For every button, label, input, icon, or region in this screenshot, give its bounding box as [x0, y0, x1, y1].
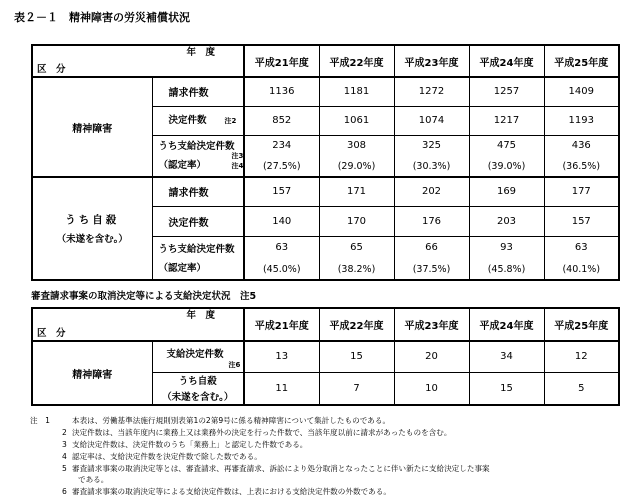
cell-value: 325: [394, 135, 469, 156]
cell-value: 202: [394, 177, 469, 206]
note-text: 審査請求事案の取消決定等とは、審査請求、再審査請求、訴訟により処分取消となったことに伴い新たに支給決定した事案: [72, 464, 490, 473]
cell-value: 63: [544, 236, 619, 259]
header-nendo: 年 度: [186, 310, 215, 321]
cell-value: (38.2%): [319, 259, 394, 280]
note-text: 審査請求事案の取消決定等による支給決定件数は、上表における支給決定件数の外数である。: [72, 487, 391, 496]
note-text: である。: [78, 475, 109, 484]
cell-value: (30.3%): [394, 156, 469, 177]
cell-value: 12: [544, 341, 619, 372]
cell-value: (29.0%): [319, 156, 394, 177]
row-label-suicide: [152, 372, 244, 405]
row-label-claims: 請求件数: [152, 177, 244, 206]
cell-value: 66: [394, 236, 469, 259]
cell-value: (45.0%): [244, 259, 319, 280]
cell-value: (36.5%): [544, 156, 619, 177]
year-header: 平成24年度: [469, 45, 544, 77]
cell-value: 5: [544, 372, 619, 405]
row-label-approved-text: うち支給決定件数: [158, 140, 235, 152]
row-label-approved: [152, 236, 244, 259]
row-label-rate-text: （認定率）: [158, 160, 207, 171]
row-label-suicide-line1: うち自殺: [178, 376, 217, 388]
table1: [31, 44, 620, 281]
cell-value: 170: [319, 206, 394, 236]
group-label-mental-disorder: 精神障害: [32, 77, 152, 177]
cell-value: 1074: [394, 106, 469, 135]
row-label-approved-text: 支給決定件数: [166, 349, 224, 360]
cell-value: 1181: [319, 77, 394, 106]
note-number: 3: [62, 440, 67, 449]
group-label-suicide-line2: （未遂を含む。）: [56, 234, 128, 245]
year-header: 平成22年度: [319, 308, 394, 341]
row-label-approved-text: うち支給決定件数: [158, 243, 235, 255]
cell-value: 1136: [244, 77, 319, 106]
cell-value: 65: [319, 236, 394, 259]
cell-value: 1409: [544, 77, 619, 106]
note-text: 本表は、労働基準法施行規則別表第1の2第9号に係る精神障害について集計したものである。: [72, 416, 391, 425]
year-header: 平成22年度: [319, 45, 394, 77]
note-number: 4: [62, 452, 67, 461]
note-ref: 注4: [231, 162, 244, 170]
cell-value: 234: [244, 135, 319, 156]
row-label-approved: [152, 135, 244, 160]
group-label-suicide-line1: うち自殺: [65, 214, 120, 226]
table2: [31, 307, 620, 406]
cell-value: 475: [469, 135, 544, 156]
year-header: 平成25年度: [544, 308, 619, 341]
cell-value: 1217: [469, 106, 544, 135]
table2-title: 審査請求事案の取消決定等による支給決定状況 注5: [31, 291, 257, 302]
year-header: 平成23年度: [394, 308, 469, 341]
cell-value: 34: [469, 341, 544, 372]
cell-value: 436: [544, 135, 619, 156]
header-nendo: 年 度: [186, 47, 215, 58]
cell-value: 169: [469, 177, 544, 206]
year-header: 平成21年度: [244, 308, 319, 341]
note-number: 5: [62, 464, 67, 473]
row-label-rate-text: （認定率）: [158, 263, 207, 274]
row-label-decisions-text: 決定件数: [168, 114, 207, 126]
row-label-decisions: 決定件数: [152, 206, 244, 236]
cell-value: 308: [319, 135, 394, 156]
note-ref: 注3: [231, 151, 244, 160]
cell-value: 1272: [394, 77, 469, 106]
table2-corner-header: [32, 308, 244, 341]
cell-value: 7: [319, 372, 394, 405]
cell-value: 1193: [544, 106, 619, 135]
cell-value: (37.5%): [394, 259, 469, 280]
cell-value: 10: [394, 372, 469, 405]
cell-value: 11: [244, 372, 319, 405]
note-ref: 注6: [228, 361, 241, 369]
cell-value: 852: [244, 106, 319, 135]
cell-value: 15: [469, 372, 544, 405]
cell-value: (45.8%): [469, 259, 544, 280]
cell-value: 177: [544, 177, 619, 206]
year-header: 平成23年度: [394, 45, 469, 77]
cell-value: 157: [544, 206, 619, 236]
year-header: 平成25年度: [544, 45, 619, 77]
table1-corner-header: [32, 45, 244, 77]
cell-value: (27.5%): [244, 156, 319, 177]
cell-value: 203: [469, 206, 544, 236]
cell-value: 1257: [469, 77, 544, 106]
note-ref: 注2: [224, 116, 237, 125]
cell-value: 63: [244, 236, 319, 259]
cell-value: 176: [394, 206, 469, 236]
cell-value: 171: [319, 177, 394, 206]
year-header: 平成21年度: [244, 45, 319, 77]
cell-value: 1061: [319, 106, 394, 135]
row-label-rate: [152, 259, 244, 280]
group-label-mental-disorder: 精神障害: [32, 341, 152, 405]
cell-value: 157: [244, 177, 319, 206]
cell-value: (39.0%): [469, 156, 544, 177]
row-label-approved: [152, 341, 244, 372]
header-kubun: 区 分: [37, 63, 66, 75]
note-text: 支給決定件数は、決定件数のうち「業務上」と認定した件数である。: [72, 440, 308, 449]
note-number: 2: [62, 428, 67, 437]
year-header: 平成24年度: [469, 308, 544, 341]
row-label-rate: [152, 156, 244, 177]
note-text: 決定件数は、当該年度内に業務上又は業務外の決定を行った件数で、当該年度以前に請求があったものを含む。: [72, 428, 452, 437]
header-kubun: 区 分: [37, 327, 66, 339]
cell-value: 13: [244, 341, 319, 372]
table1-title: 表２－１ 精神障害の労災補償状況: [14, 11, 190, 24]
note-text: 認定率は、支給決定件数を決定件数で除した数である。: [72, 452, 262, 461]
cell-value: 20: [394, 341, 469, 372]
cell-value: 15: [319, 341, 394, 372]
note-number: 注 1: [30, 416, 51, 425]
row-label-claims: 請求件数: [152, 77, 244, 106]
group-label-suicide: [32, 177, 152, 280]
cell-value: 93: [469, 236, 544, 259]
note-number: 6: [62, 487, 67, 496]
row-label-suicide-line2: （未遂を含む。）: [162, 392, 234, 404]
cell-value: 140: [244, 206, 319, 236]
cell-value: (40.1%): [544, 259, 619, 280]
row-label-decisions: [152, 106, 244, 135]
